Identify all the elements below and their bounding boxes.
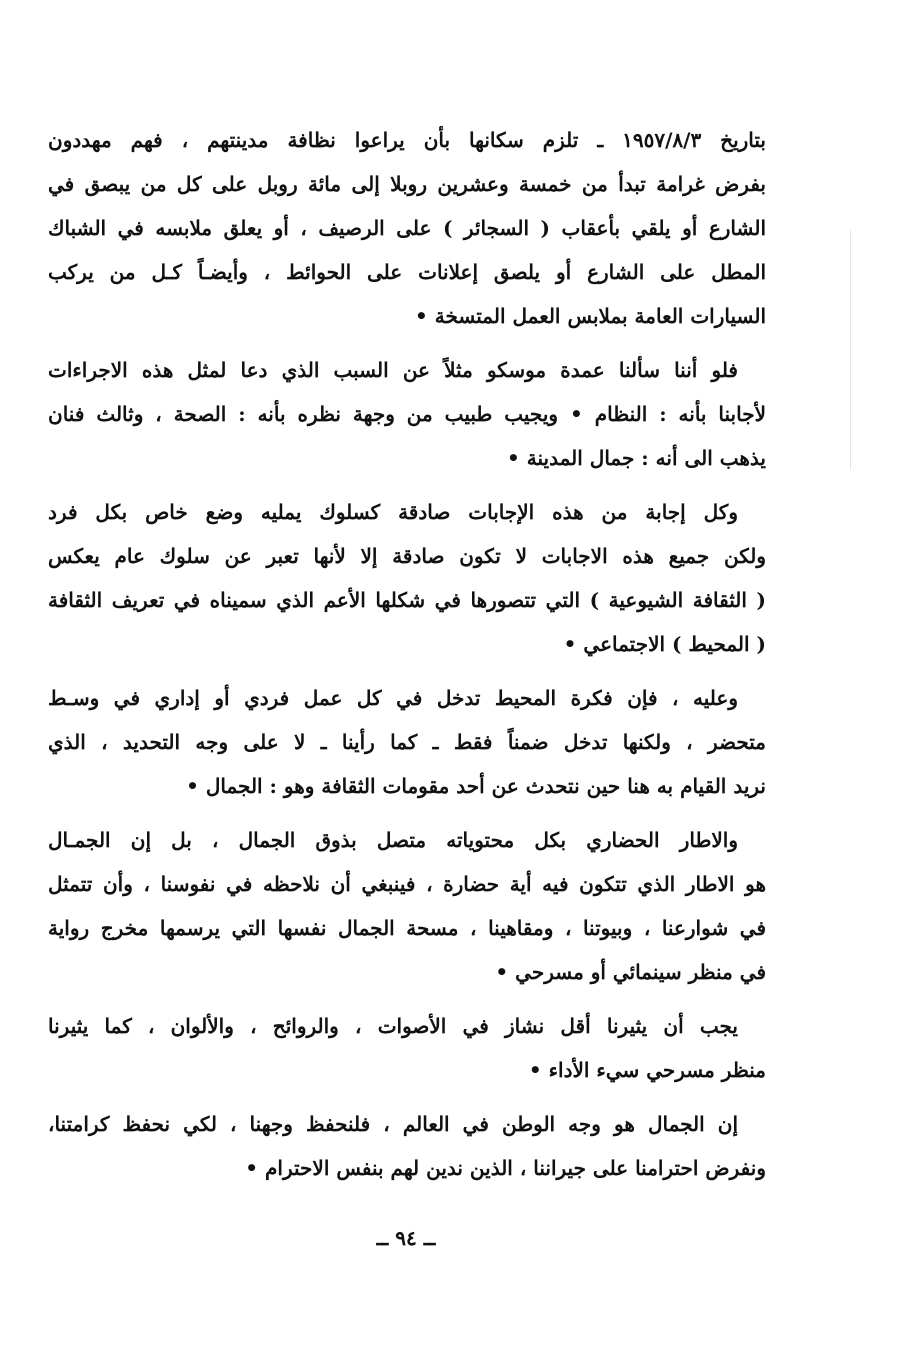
paragraph-line: بفرض غرامة تبدأ من خمسة وعشرين روبلا إلى مائة روبل على كل من يبصق في xyxy=(48,172,766,196)
paragraph-line: بتاريخ ١٩٥٧/٨/٣ ـ تلزم سكانها بأن يراعوا نظافة مدينتهم ، فهم مهددون xyxy=(48,128,766,152)
paragraph-line: يذهب الى أنه : جمال المدينة • xyxy=(507,446,766,470)
paragraph-line: فلو أننا سألنا عمدة موسكو مثلاً عن السبب الذي دعا لمثل هذه الاجراءات xyxy=(48,358,738,382)
paragraph-line: وعليه ، فإن فكرة المحيط تدخل في كل عمل فردي أو إداري في وسـط xyxy=(48,686,738,710)
paragraph-line: المطل على الشارع أو يلصق إعلانات على الحوائط ، وأيضـاً كـل من يركب xyxy=(48,260,766,284)
paragraph-line: إن الجمال هو وجه الوطن في العالم ، فلنحفظ وجهنا ، لكي نحفظ كرامتنا، xyxy=(48,1112,739,1136)
paragraph-line: ولكن جميع هذه الاجابات لا تكون صادقة إلا لأنها تعبر عن سلوك عام يعكس xyxy=(48,544,766,568)
paragraph-line: يجب أن يثيرنا أقل نشاز في الأصوات ، والروائح ، والألوان ، كما يثيرنا xyxy=(48,1014,738,1038)
margin-rule xyxy=(850,230,851,470)
paragraph-line: السيارات العامة بملابس العمل المتسخة • xyxy=(415,304,766,328)
paragraph-line: منظر مسرحي سيء الأداء • xyxy=(528,1058,766,1082)
paragraph-line: والاطار الحضاري بكل محتوياته متصل بذوق الجمال ، بل إن الجمـال xyxy=(48,828,738,852)
paragraph-3 xyxy=(48,490,766,666)
page-number: ــ ٩٤ ــ xyxy=(376,1226,436,1250)
paragraph-2 xyxy=(48,348,766,480)
paragraph-line: متحضر ، ولكنها تدخل ضمناً فقط ـ كما رأينا ـ لا على وجه التحديد ، الذي xyxy=(48,730,766,754)
paragraph-line: هو الاطار الذي تتكون فيه أية حضارة ، فينبغي أن نلاحظه في نفوسنا ، وأن تتمثل xyxy=(48,872,766,896)
paragraph-4 xyxy=(48,676,766,808)
paragraph-7 xyxy=(48,1102,766,1190)
page-body xyxy=(48,118,766,1200)
paragraph-line: الشارع أو يلقي بأعقاب ( السجائر ) على الرصيف ، أو يعلق ملابسه في الشباك xyxy=(48,216,766,240)
paragraph-line: ( الثقافة الشيوعية ) التي تتصورها في شكلها الأعم الذي سميناه في تعريف الثقافة xyxy=(48,588,766,612)
paragraph-1 xyxy=(48,118,766,338)
paragraph-5 xyxy=(48,818,766,994)
paragraph-line: لأجابنا بأنه : النظام • ويجيب طبيب من وجهة نظره بأنه : الصحة ، وثالث فنان xyxy=(48,402,766,426)
paragraph-line: في شوارعنا ، وبيوتنا ، ومقاهينا ، مسحة الجمال نفسها التي يرسمها مخرج رواية xyxy=(48,916,766,940)
paragraph-6 xyxy=(48,1004,766,1092)
paragraph-line: ( المحيط ) الاجتماعي • xyxy=(563,632,766,656)
paragraph-line: وكل إجابة من هذه الإجابات صادقة كسلوك يمليه وضع خاص بكل فرد xyxy=(48,500,738,524)
paragraph-line: في منظر سينمائي أو مسرحي • xyxy=(495,960,766,984)
paragraph-line: نريد القيام به هنا حين نتحدث عن أحد مقومات الثقافة وهو : الجمال • xyxy=(186,774,766,798)
paragraph-line: ونفرض احترامنا على جيراننا ، الذين ندين لهم بنفس الاحترام • xyxy=(245,1156,766,1180)
